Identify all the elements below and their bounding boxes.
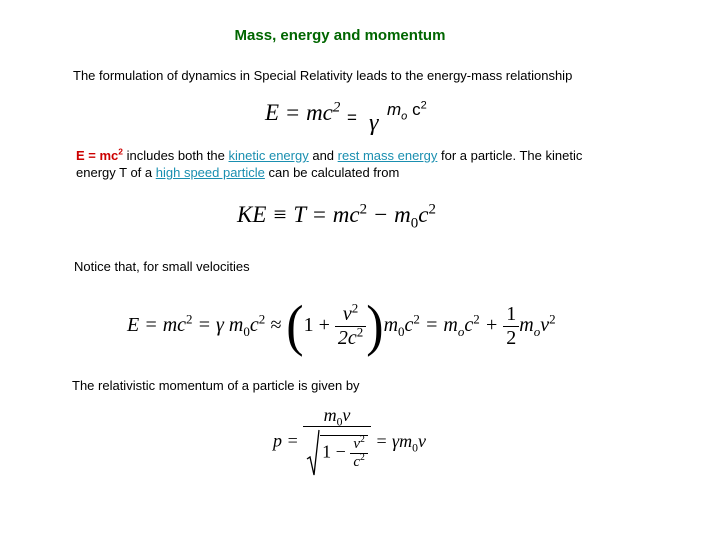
energy-explanation: $E = mc^2$ includes both the kinetic energy and rest mass energy for a particle. The kinetic energy T of a high speed particle can be calculated from [76, 146, 583, 180]
link-high-speed-particle[interactable]: high speed particle [155, 165, 265, 180]
momentum-fraction: $m_0v$ 1 − $\frac{v^2}{c^2}$ [303, 405, 371, 477]
equation-energy-mass [265, 100, 340, 126]
one-half: $\frac{1}{2}$ [503, 303, 519, 350]
eq1-exp: 2 [332, 99, 341, 116]
sqrt-sign-icon [306, 429, 320, 477]
eq1-gamma: γ [369, 110, 379, 136]
eq1-lhs: E = mc [265, 100, 333, 125]
equation-momentum: p = $m_0v$ 1 − $\frac{v^2}{c^2}$ = $\gamma m_0v$ [273, 405, 426, 477]
momentum-text: The relativistic momentum of a particle is given by [72, 378, 360, 393]
link-rest-mass-energy[interactable]: rest mass energy [337, 148, 438, 163]
eq1-equals: = [347, 108, 357, 127]
eq1-rest-mass: $m_o$ $c^2$ [387, 99, 427, 123]
notice-text: Notice that, for small velocities [74, 259, 250, 274]
intro-text: The formulation of dynamics in Special Relativity leads to the energy-mass relationship [73, 68, 573, 83]
equation-small-velocity: $E = mc^2 = \gamma$ $m_0c^2 \approx (1$ + $\frac{v^2}{2c^2}$ )$m_0c^2 = m_oc^2$ + $\frac{1}{2}$ $m_ov^2$ [127, 295, 556, 358]
equation-kinetic-energy: KE ≡ $T = mc^2 - m_0c^2$ [237, 201, 436, 232]
slide-title: Mass, energy and momentum [234, 27, 446, 44]
v2-over-2c2: $\frac{v^2}{2c^2}$ [335, 303, 366, 350]
link-kinetic-energy[interactable]: kinetic energy [228, 148, 309, 163]
